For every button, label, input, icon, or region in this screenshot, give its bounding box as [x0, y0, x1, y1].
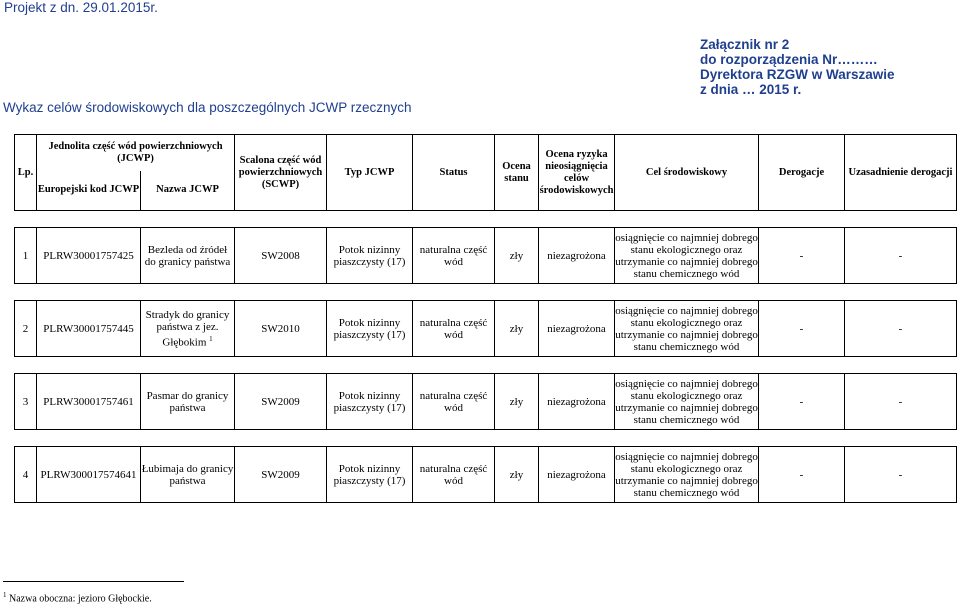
- cell-risk: niezagrożona: [539, 447, 615, 503]
- cell-name: Bezleda od źródeł do granicy państwa: [141, 228, 235, 284]
- header-row-1: [15, 135, 957, 171]
- cell-assessment: zły: [495, 228, 539, 284]
- cell-type: Potok nizinny piaszczysty (17): [327, 447, 413, 503]
- cell-justification: -: [845, 374, 957, 430]
- cell-lp: 4: [15, 447, 37, 503]
- cell-lp: 3: [15, 374, 37, 430]
- annex-number: Załącznik nr 2: [700, 37, 790, 52]
- cell-scwp: SW2008: [235, 228, 327, 284]
- annex-block: [700, 37, 895, 97]
- cell-lp: 1: [15, 228, 37, 284]
- cell-status: naturalna część wód: [413, 447, 495, 503]
- cell-scwp: SW2009: [235, 447, 327, 503]
- cell-goal: osiągnięcie co najmniej dobrego stanu ekologicznego oraz utrzymanie co najmniej dobrego stanu chemicznego wód: [615, 447, 759, 503]
- header-type: Typ JCWP: [327, 135, 413, 211]
- cell-derogations: -: [759, 228, 845, 284]
- cell-risk: niezagrożona: [539, 374, 615, 430]
- cell-code: PLRW30001757461: [37, 374, 141, 430]
- cell-type: Potok nizinny piaszczysty (17): [327, 301, 413, 357]
- footnote-marker: 1: [3, 591, 7, 599]
- footnote: [3, 591, 152, 604]
- cell-code: PLRW30001757445: [37, 301, 141, 357]
- draft-note: Projekt z dn. 29.01.2015r.: [4, 0, 158, 15]
- cell-derogations: -: [759, 374, 845, 430]
- header-derogations: Derogacje: [759, 135, 845, 211]
- table-row: [15, 374, 957, 430]
- cell-goal: osiągnięcie co najmniej dobrego stanu ekologicznego oraz utrzymanie co najmniej dobrego stanu chemicznego wód: [615, 301, 759, 357]
- header-name: Nazwa JCWP: [141, 171, 235, 211]
- cell-name: Łubimaja do granicy państwa: [141, 447, 235, 503]
- cell-name: Pasmar do granicy państwa: [141, 374, 235, 430]
- header-status: Status: [413, 135, 495, 211]
- water-goals-table: [14, 134, 957, 503]
- footnote-separator: [3, 581, 184, 582]
- document-title: Wykaz celów środowiskowych dla poszczególnych JCWP rzecznych: [3, 100, 412, 115]
- cell-goal: osiągnięcie co najmniej dobrego stanu ekologicznego oraz utrzymanie co najmniej dobrego stanu chemicznego wód: [615, 374, 759, 430]
- cell-status: naturalna część wód: [413, 374, 495, 430]
- footnote-text: Nazwa oboczna: jezioro Głębockie.: [9, 593, 152, 604]
- cell-assessment: zły: [495, 374, 539, 430]
- header-risk: Ocena ryzyka nieosiągnięcia celów środowiskowych: [539, 135, 615, 211]
- cell-justification: -: [845, 301, 957, 357]
- table-row: [15, 301, 957, 357]
- cell-scwp: SW2009: [235, 374, 327, 430]
- header-justification: Uzasadnienie derogacji: [845, 135, 957, 211]
- cell-risk: niezagrożona: [539, 228, 615, 284]
- footnote-ref: 1: [209, 334, 213, 343]
- cell-goal: osiągnięcie co najmniej dobrego stanu ekologicznego oraz utrzymanie co najmniej dobrego stanu chemicznego wód: [615, 228, 759, 284]
- table-row: [15, 447, 957, 503]
- annex-regulation: do rozporządzenia Nr………: [700, 52, 878, 67]
- cell-status: naturalna część wód: [413, 228, 495, 284]
- header-goal: Cel środowiskowy: [615, 135, 759, 211]
- cell-scwp: SW2010: [235, 301, 327, 357]
- header-lp: Lp.: [15, 135, 37, 211]
- table-row: [15, 228, 957, 284]
- header-scwp: Scalona część wód powierzchniowych (SCWP): [235, 135, 327, 211]
- header-assessment: Ocena stanu: [495, 135, 539, 211]
- cell-assessment: zły: [495, 447, 539, 503]
- cell-name: Stradyk do granicy państwa z jez. Głębokim $^1$: [141, 301, 235, 357]
- cell-status: naturalna część wód: [413, 301, 495, 357]
- cell-code: PLRW300017574641: [37, 447, 141, 503]
- cell-justification: -: [845, 447, 957, 503]
- cell-derogations: -: [759, 301, 845, 357]
- annex-date: z dnia … 2015 r.: [700, 82, 802, 97]
- cell-justification: -: [845, 228, 957, 284]
- cell-assessment: zły: [495, 301, 539, 357]
- cell-risk: niezagrożona: [539, 301, 615, 357]
- header-european-code: Europejski kod JCWP: [37, 171, 141, 211]
- cell-derogations: -: [759, 447, 845, 503]
- cell-lp: 2: [15, 301, 37, 357]
- header-jcwp-group: Jednolita część wód powierzchniowych (JCWP): [37, 135, 235, 171]
- cell-type: Potok nizinny piaszczysty (17): [327, 374, 413, 430]
- cell-type: Potok nizinny piaszczysty (17): [327, 228, 413, 284]
- cell-code: PLRW30001757425: [37, 228, 141, 284]
- annex-authority: Dyrektora RZGW w Warszawie: [700, 67, 895, 82]
